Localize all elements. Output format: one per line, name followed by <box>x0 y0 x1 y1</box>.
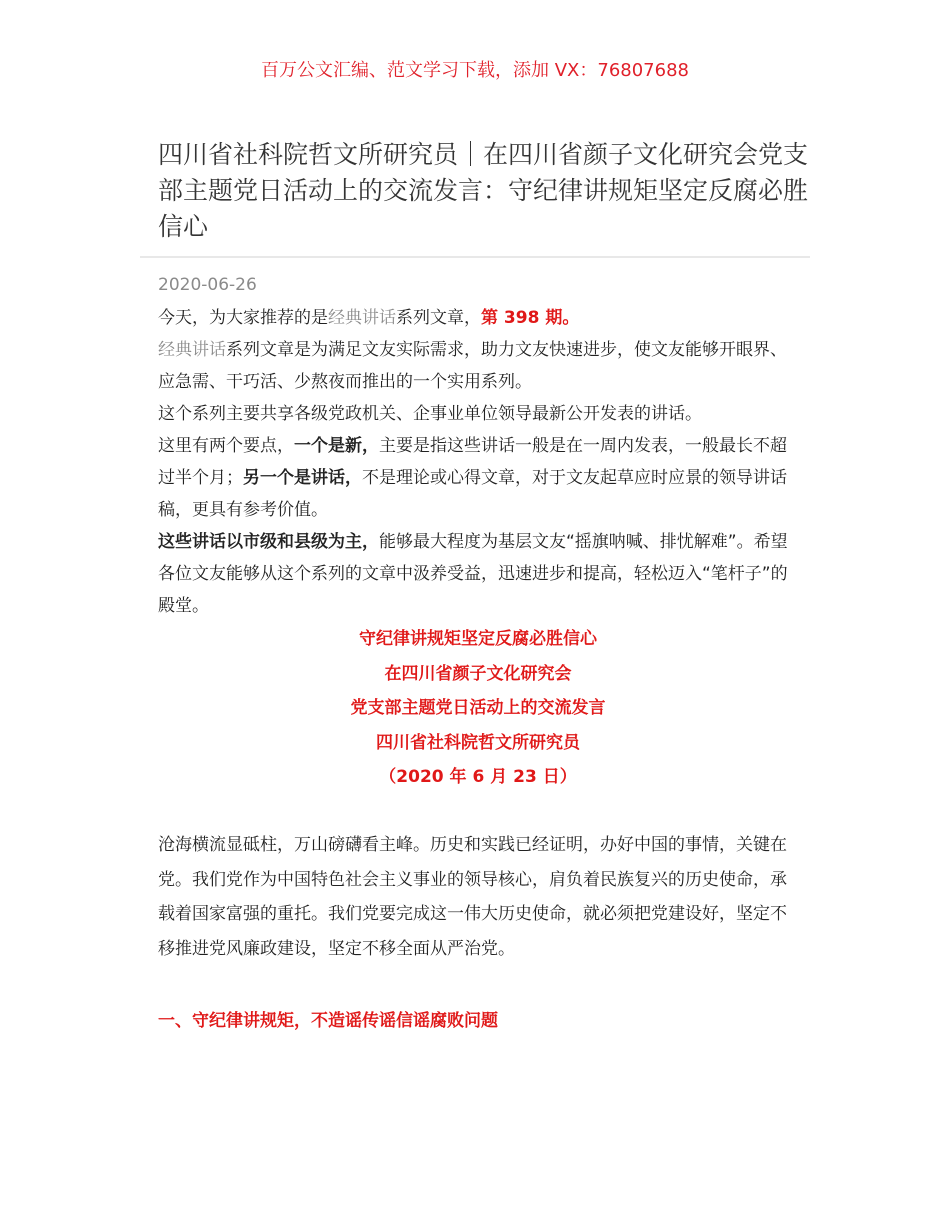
section-heading: 一、守纪律讲规矩，不造谣传谣信谣腐败问题 <box>158 1011 498 1031</box>
intro-paragraph-4 <box>158 430 798 526</box>
intro-section <box>158 302 798 622</box>
intro-text: 能够最大程度为基层文友“摇旗呐喊、排忧解难”。希望各位文友能够从这个系列的文章中汲养受益，迅速进步和提高，轻松迈入“笔杆子”的殿堂。 <box>158 532 788 616</box>
promo-banner: 百万公文汇编、范文学习下载，添加 VX：76807688 <box>261 60 689 81</box>
publish-date: 2020-06-26 <box>158 275 257 295</box>
speech-title: 守纪律讲规矩坚定反腐必胜信心 <box>359 629 597 649</box>
intro-paragraph-5 <box>158 526 798 622</box>
article-title: 四川省社科院哲文所研究员｜在四川省颜子文化研究会党支部主题党日活动上的交流发言：守纪律讲规矩坚定反腐必胜信心 <box>158 140 809 241</box>
intro-text: 系列文章， <box>396 308 481 328</box>
intro-text: 今天，为大家推荐的是 <box>158 308 328 328</box>
intro-text: 系列文章是为满足文友实际需求，助力文友快速进步，使文友能够开眼界、应急需、干巧活、少熬夜而推出的一个实用系列。 <box>158 340 787 392</box>
intro-text: 这里有两个要点， <box>158 436 294 456</box>
title-divider <box>140 256 810 258</box>
speech-occasion: 党支部主题党日活动上的交流发言 <box>350 698 606 718</box>
emphasis-text: 一个是新， <box>294 436 379 456</box>
intro-text: 不是理论或心得文章，对于文友起草应时应景的领导讲话稿，更具有参考价值。 <box>158 468 787 520</box>
intro-text: 主要是指这些讲话一般是在一周内发表，一般最长不超过半个月； <box>158 436 787 488</box>
intro-paragraph-2 <box>158 334 798 398</box>
issue-number: 第 398 期。 <box>481 308 580 328</box>
series-name: 经典讲话 <box>158 340 226 360</box>
body-paragraph: 沧海横流显砥柱，万山磅礴看主峰。历史和实践已经证明，办好中国的事情，关键在党。我们党作为中国特色社会主义事业的领导核心，肩负着民族复兴的历史使命，承载着国家富强的重托。我们党要完成这一伟大历史使命，就必须把党建设好，坚定不移推进党风廉政建设，坚定不移全面从严治党。 <box>158 835 787 959</box>
speech-venue: 在四川省颜子文化研究会 <box>384 663 572 684</box>
intro-paragraph-3: 这个系列主要共享各级党政机关、企事业单位领导最新公开发表的讲话。 <box>158 404 702 424</box>
emphasis-text: 另一个是讲话， <box>243 468 362 488</box>
series-name: 经典讲话 <box>328 308 396 328</box>
speaker-title: 四川省社科院哲文所研究员 <box>376 732 580 753</box>
emphasis-text: 这些讲话以市级和县级为主， <box>158 532 379 552</box>
speech-date: （2020 年 6 月 23 日） <box>379 767 577 787</box>
speech-header <box>158 622 798 795</box>
intro-paragraph-1 <box>158 302 798 334</box>
